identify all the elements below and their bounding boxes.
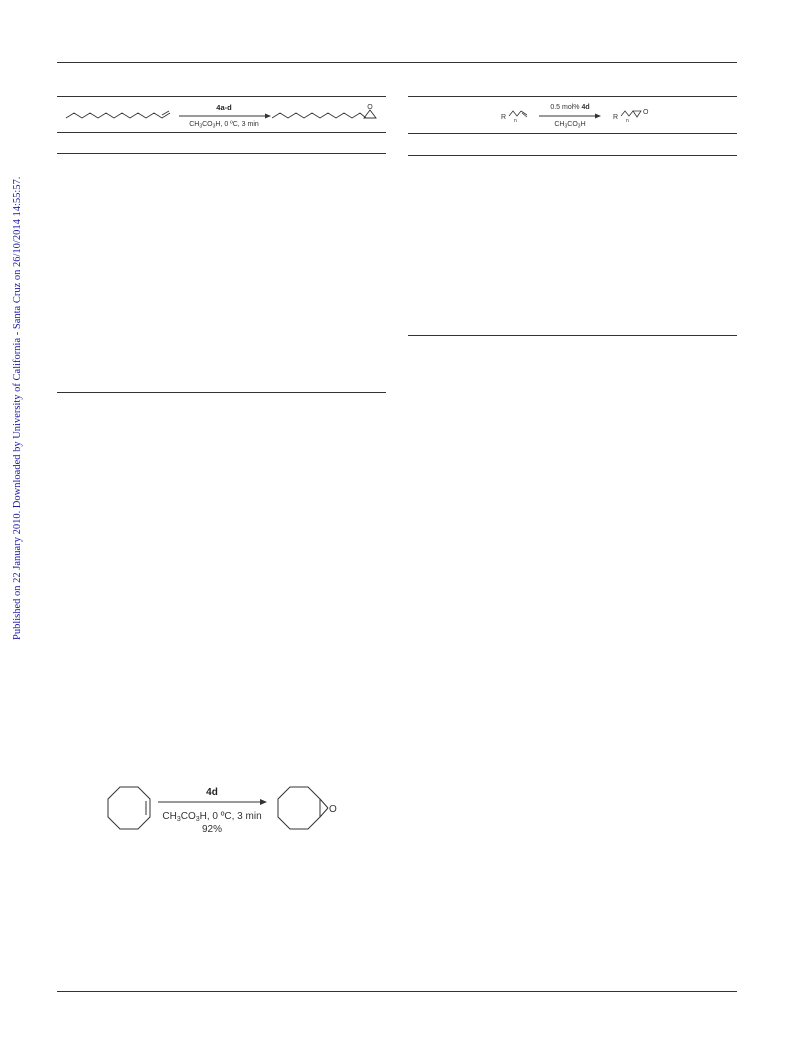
epoxide-bond-bottom — [320, 808, 328, 817]
conditions-label: $CH_3CO_3H$, 0 ºC, 3 min — [189, 121, 259, 130]
right-catalyst-label: 0.5 mol% 4d — [550, 104, 590, 111]
right-table-bottom-rule — [408, 335, 737, 336]
right-reaction-scheme — [495, 98, 655, 132]
cyclooctene-reaction-scheme — [100, 778, 360, 844]
left-reaction-scheme — [60, 98, 386, 132]
right-table-header-rule — [408, 155, 737, 156]
product-bracket — [621, 111, 633, 116]
arrow-head — [265, 114, 271, 119]
footer-rule — [57, 991, 737, 992]
right-arrow-head — [595, 114, 601, 119]
citation-text: Published on 22 January 2010. Downloaded by University of California - Santa Cruz on 26/10/2014 14:55:57. — [12, 176, 23, 640]
bottom-conditions-label: $CH_3CO_3H$, 0 ºC, 3 min — [162, 811, 262, 823]
left-table-top-rule — [57, 96, 386, 97]
yield-label: 92% — [201, 824, 223, 835]
left-table-scheme-rule — [57, 132, 386, 133]
epoxide-oxygen: O — [367, 104, 373, 111]
cyclooctene-ring — [108, 787, 150, 829]
bottom-catalyst-label: 4d — [206, 787, 218, 798]
r-group-left: R — [501, 114, 507, 121]
r-group-right: R — [613, 114, 619, 121]
left-table-bottom-rule — [57, 392, 386, 393]
alkene-chain — [66, 113, 170, 118]
bottom-epoxide-oxygen: O — [329, 804, 337, 815]
substrate-bracket — [509, 111, 521, 116]
n-right: n — [626, 118, 629, 124]
right-solvent-label: $CH_3CO_3H$ — [554, 121, 586, 130]
header-rule — [57, 62, 737, 63]
left-table-header-rule — [57, 153, 386, 154]
right-epoxide-ring — [633, 111, 641, 117]
cyclooctene-oxide-ring — [278, 787, 320, 829]
right-table-scheme-rule — [408, 133, 737, 134]
catalyst-label: 4a-d — [216, 103, 232, 112]
epoxide-chain — [272, 113, 366, 118]
n-left: n — [514, 118, 517, 124]
right-epoxide-oxygen: O — [643, 109, 649, 116]
epoxide-bond-top — [320, 799, 328, 808]
download-citation-sidebar — [2, 160, 22, 640]
right-table-top-rule — [408, 96, 737, 97]
bottom-arrow-head — [260, 799, 267, 805]
epoxide-ring — [364, 110, 376, 118]
